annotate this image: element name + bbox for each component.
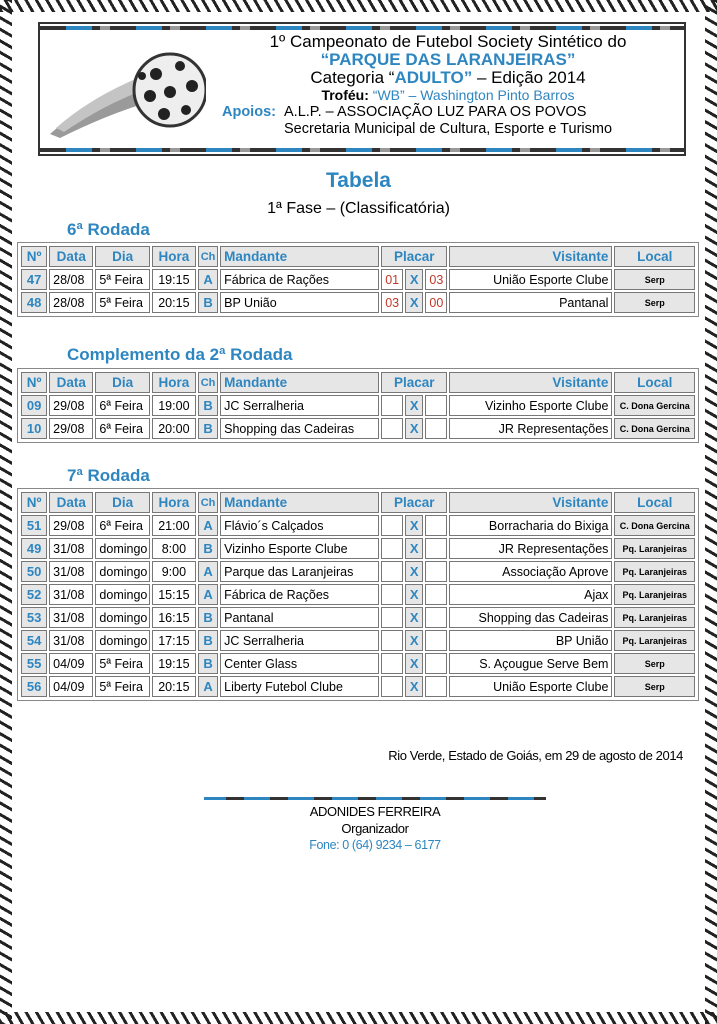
category-prefix: Categoria “ <box>310 68 395 87</box>
match-table-grid <box>19 244 697 315</box>
score-separator: X <box>405 676 423 697</box>
home-team: JC Serralheria <box>220 630 379 651</box>
border-bottom <box>0 1012 717 1024</box>
border-left <box>0 0 12 1024</box>
home-score <box>381 418 403 439</box>
away-score: 03 <box>425 269 447 290</box>
header-venue: Local <box>614 372 695 393</box>
away-team: S. Açougue Serve Bem <box>449 653 612 674</box>
score-separator: X <box>405 630 423 651</box>
home-score <box>381 538 403 559</box>
table-row <box>21 607 695 628</box>
home-team: Center Glass <box>220 653 379 674</box>
game-field: B <box>198 538 218 559</box>
game-number: 54 <box>21 630 47 651</box>
home-score <box>381 395 403 416</box>
trophy-value: “WB” – Washington Pinto Barros <box>372 87 575 103</box>
header-score: Placar <box>381 492 447 513</box>
game-day: domingo <box>95 607 149 628</box>
game-day: 6ª Feira <box>95 418 149 439</box>
table-header-row <box>21 372 695 393</box>
championship-venue: “PARQUE DAS LARANJEIRAS” <box>320 50 576 69</box>
home-team: Fábrica de Rações <box>220 269 379 290</box>
table-row <box>21 418 695 439</box>
away-team: Vizinho Esporte Clube <box>449 395 612 416</box>
game-day: 5ª Feira <box>95 676 149 697</box>
header-text <box>218 32 678 103</box>
away-score <box>425 653 447 674</box>
score-separator: X <box>405 269 423 290</box>
away-team: JR Representações <box>449 418 612 439</box>
away-team: União Esporte Clube <box>449 676 612 697</box>
game-field: B <box>198 607 218 628</box>
organizer-name: ADONIDES FERREIRA <box>309 804 441 819</box>
game-time: 16:15 <box>152 607 196 628</box>
game-day: 5ª Feira <box>95 269 149 290</box>
away-score <box>425 630 447 651</box>
header-score: Placar <box>381 246 447 267</box>
match-table <box>17 242 699 317</box>
table-row <box>21 515 695 536</box>
game-field: B <box>198 418 218 439</box>
table-row <box>21 292 695 313</box>
header-date: Data <box>49 246 93 267</box>
table-row <box>21 630 695 651</box>
header-day: Dia <box>95 372 149 393</box>
header-num: Nº <box>21 246 47 267</box>
game-field: A <box>198 561 218 582</box>
away-team: BP União <box>449 630 612 651</box>
game-time: 8:00 <box>152 538 196 559</box>
home-team: BP União <box>220 292 379 313</box>
game-venue: Serp <box>614 269 695 290</box>
game-venue: Serp <box>614 676 695 697</box>
game-number: 55 <box>21 653 47 674</box>
game-venue: C. Dona Gercina <box>614 515 695 536</box>
away-team: JR Representações <box>449 538 612 559</box>
place-date: Rio Verde, Estado de Goiás, em 29 de agosto de 2014 <box>388 748 683 763</box>
home-team: Shopping das Cadeiras <box>220 418 379 439</box>
game-date: 29/08 <box>49 395 93 416</box>
home-team: Fábrica de Rações <box>220 584 379 605</box>
table-row <box>21 269 695 290</box>
home-score <box>381 676 403 697</box>
score-separator: X <box>405 395 423 416</box>
page-title: Tabela <box>326 169 391 192</box>
away-score <box>425 676 447 697</box>
away-score: 00 <box>425 292 447 313</box>
header-box <box>38 22 686 156</box>
header-day: Dia <box>95 246 149 267</box>
game-date: 31/08 <box>49 538 93 559</box>
score-separator: X <box>405 653 423 674</box>
match-table-grid <box>19 370 697 441</box>
game-number: 52 <box>21 584 47 605</box>
header-away-team: Visitante <box>449 372 612 393</box>
header-away-team: Visitante <box>449 246 612 267</box>
score-separator: X <box>405 418 423 439</box>
home-team: Parque das Laranjeiras <box>220 561 379 582</box>
game-venue: Pq. Laranjeiras <box>614 561 695 582</box>
game-venue: Serp <box>614 653 695 674</box>
game-venue: Serp <box>614 292 695 313</box>
game-number: 47 <box>21 269 47 290</box>
game-field: A <box>198 269 218 290</box>
away-score <box>425 418 447 439</box>
home-score <box>381 584 403 605</box>
trophy-line <box>218 88 678 103</box>
game-time: 17:15 <box>152 630 196 651</box>
away-score <box>425 607 447 628</box>
home-team: Pantanal <box>220 607 379 628</box>
game-field: B <box>198 653 218 674</box>
header-time: Hora <box>152 246 196 267</box>
game-venue: C. Dona Gercina <box>614 418 695 439</box>
header-date: Data <box>49 372 93 393</box>
header-date: Data <box>49 492 93 513</box>
game-day: 6ª Feira <box>95 515 149 536</box>
home-score: 03 <box>381 292 403 313</box>
away-score <box>425 538 447 559</box>
table-header-row <box>21 492 695 513</box>
header-away-team: Visitante <box>449 492 612 513</box>
game-date: 31/08 <box>49 607 93 628</box>
home-score <box>381 653 403 674</box>
home-score <box>381 630 403 651</box>
header-venue: Local <box>614 492 695 513</box>
game-number: 51 <box>21 515 47 536</box>
header-day: Dia <box>95 492 149 513</box>
game-field: A <box>198 676 218 697</box>
game-time: 19:15 <box>152 653 196 674</box>
game-day: 6ª Feira <box>95 395 149 416</box>
soccer-ball-logo-icon <box>46 32 206 148</box>
game-date: 29/08 <box>49 418 93 439</box>
home-score <box>381 561 403 582</box>
game-day: domingo <box>95 584 149 605</box>
game-field: B <box>198 292 218 313</box>
game-field: B <box>198 630 218 651</box>
game-time: 9:00 <box>152 561 196 582</box>
table-header-row <box>21 246 695 267</box>
header-num: Nº <box>21 492 47 513</box>
game-time: 20:00 <box>152 418 196 439</box>
match-table <box>17 488 699 701</box>
game-field: B <box>198 395 218 416</box>
game-number: 49 <box>21 538 47 559</box>
away-team: Ajax <box>449 584 612 605</box>
game-day: domingo <box>95 630 149 651</box>
score-separator: X <box>405 584 423 605</box>
game-date: 28/08 <box>49 269 93 290</box>
game-venue: Pq. Laranjeiras <box>614 584 695 605</box>
section-title: 7ª Rodada <box>67 466 150 485</box>
score-separator: X <box>405 538 423 559</box>
score-separator: X <box>405 292 423 313</box>
score-separator: X <box>405 515 423 536</box>
game-day: domingo <box>95 538 149 559</box>
away-team: Borracharia do Bixiga <box>449 515 612 536</box>
header-stripe-bottom <box>40 148 684 152</box>
away-team: Shopping das Cadeiras <box>449 607 612 628</box>
game-number: 48 <box>21 292 47 313</box>
table-row <box>21 584 695 605</box>
away-score <box>425 561 447 582</box>
header-stripe-top <box>40 26 684 30</box>
home-team: JC Serralheria <box>220 395 379 416</box>
game-date: 29/08 <box>49 515 93 536</box>
score-separator: X <box>405 561 423 582</box>
home-score <box>381 607 403 628</box>
organizer-role: Organizador <box>341 821 409 836</box>
away-score <box>425 515 447 536</box>
game-day: domingo <box>95 561 149 582</box>
home-team: Liberty Futebol Clube <box>220 676 379 697</box>
header-num: Nº <box>21 372 47 393</box>
header-score: Placar <box>381 372 447 393</box>
game-time: 20:15 <box>152 292 196 313</box>
game-time: 15:15 <box>152 584 196 605</box>
home-team: Flávio´s Calçados <box>220 515 379 536</box>
header-home-team: Mandante <box>220 492 379 513</box>
game-day: 5ª Feira <box>95 653 149 674</box>
game-date: 04/09 <box>49 676 93 697</box>
organizer-phone: Fone: 0 (64) 9234 – 6177 <box>309 838 441 852</box>
match-table <box>17 368 699 443</box>
game-date: 04/09 <box>49 653 93 674</box>
game-number: 10 <box>21 418 47 439</box>
away-team: Associação Aprove <box>449 561 612 582</box>
away-score <box>425 584 447 605</box>
match-table-grid <box>19 490 697 699</box>
border-right <box>705 0 717 1024</box>
header-home-team: Mandante <box>220 372 379 393</box>
game-number: 56 <box>21 676 47 697</box>
championship-title: 1º Campeonato de Futebol Society Sintético do <box>269 32 627 51</box>
signature-line <box>204 797 546 800</box>
sponsors-label: Apoios: <box>222 104 276 120</box>
game-time: 19:00 <box>152 395 196 416</box>
game-time: 19:15 <box>152 269 196 290</box>
away-score <box>425 395 447 416</box>
game-venue: Pq. Laranjeiras <box>614 607 695 628</box>
game-date: 28/08 <box>49 292 93 313</box>
home-score: 01 <box>381 269 403 290</box>
table-row <box>21 561 695 582</box>
category-line <box>218 68 678 88</box>
game-field: A <box>198 584 218 605</box>
game-number: 09 <box>21 395 47 416</box>
table-row <box>21 538 695 559</box>
section-title: 6ª Rodada <box>67 220 150 239</box>
header-time: Hora <box>152 372 196 393</box>
header-field: Ch <box>198 492 218 513</box>
table-row <box>21 676 695 697</box>
game-time: 21:00 <box>152 515 196 536</box>
border-top <box>0 0 717 12</box>
category-name: ADULTO” <box>394 68 473 87</box>
header-time: Hora <box>152 492 196 513</box>
game-venue: Pq. Laranjeiras <box>614 630 695 651</box>
edition-text: – Edição 2014 <box>472 68 586 87</box>
home-team: Vizinho Esporte Clube <box>220 538 379 559</box>
game-venue: Pq. Laranjeiras <box>614 538 695 559</box>
header-field: Ch <box>198 246 218 267</box>
header-field: Ch <box>198 372 218 393</box>
trophy-label: Troféu: <box>321 87 369 103</box>
home-score <box>381 515 403 536</box>
game-time: 20:15 <box>152 676 196 697</box>
sponsor-2: Secretaria Municipal de Cultura, Esporte e Turismo <box>284 121 613 137</box>
table-row <box>21 395 695 416</box>
game-date: 31/08 <box>49 561 93 582</box>
score-separator: X <box>405 607 423 628</box>
game-number: 53 <box>21 607 47 628</box>
game-venue: C. Dona Gercina <box>614 395 695 416</box>
sponsor-1: A.L.P. – ASSOCIAÇÃO LUZ PARA OS POVOS <box>284 104 587 120</box>
section-title: Complemento da 2ª Rodada <box>67 345 293 364</box>
game-day: 5ª Feira <box>95 292 149 313</box>
header-home-team: Mandante <box>220 246 379 267</box>
away-team: União Esporte Clube <box>449 269 612 290</box>
game-date: 31/08 <box>49 630 93 651</box>
away-team: Pantanal <box>449 292 612 313</box>
game-date: 31/08 <box>49 584 93 605</box>
game-field: A <box>198 515 218 536</box>
game-number: 50 <box>21 561 47 582</box>
page-subtitle: 1ª Fase – (Classificatória) <box>267 200 450 217</box>
table-row <box>21 653 695 674</box>
header-venue: Local <box>614 246 695 267</box>
